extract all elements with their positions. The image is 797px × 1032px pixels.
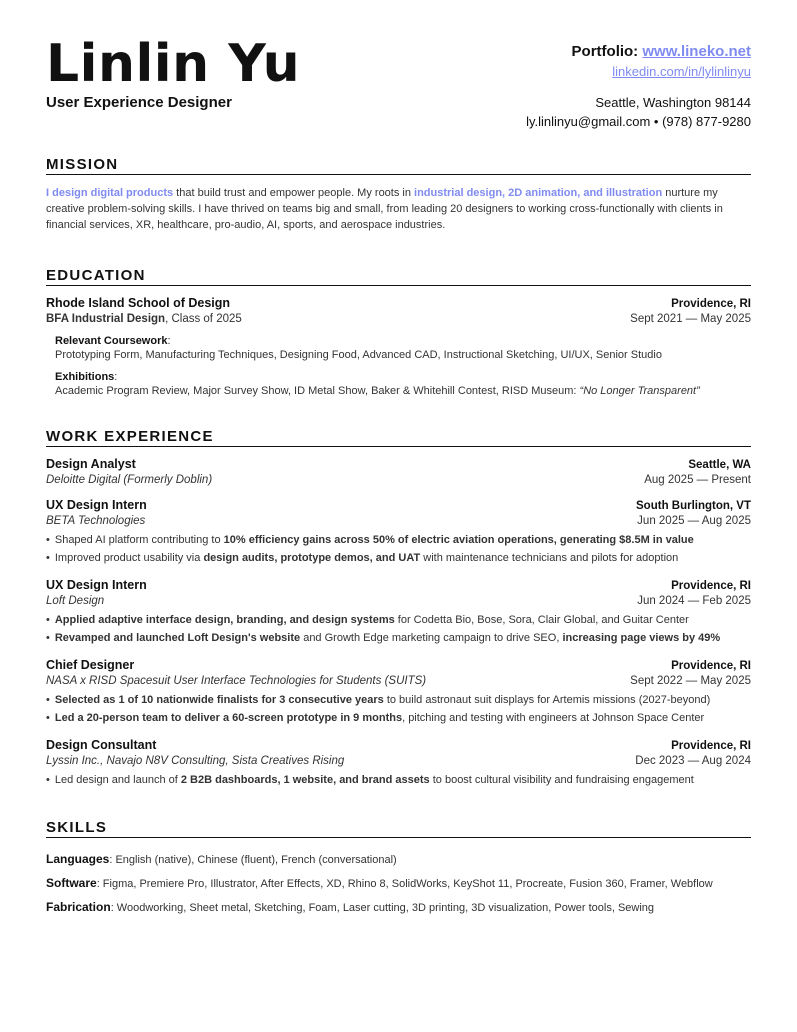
coursework-label: Relevant Coursework <box>55 335 168 347</box>
degree-text: BFA Industrial Design, Class of 2025 <box>46 313 242 325</box>
skills-fabrication: Fabrication: Woodworking, Sheet metal, Sketching, Foam, Laser cutting, 3D printing, 3D visualization, Power tools, Sewing <box>46 900 655 914</box>
school-name: Rhode Island School of Design <box>46 296 231 310</box>
section-title-work: WORK EXPERIENCE <box>46 428 751 447</box>
coursework-text: Prototyping Form, Manufacturing Techniques, Designing Food, Advanced CAD, Instructional Sketching, UI/UX, Senior Studio <box>55 349 662 361</box>
job-company: NASA x RISD Spacesuit User Interface Technologies for Students (SUITS) <box>46 675 427 687</box>
job-entry <box>46 498 751 567</box>
job-entry <box>46 738 751 789</box>
skills-software: Software: Figma, Premiere Pro, Illustrator, After Effects, XD, Rhino 8, SolidWorks, KeyShot 11, Procreate, Fusion 360, Framer, Webflow <box>46 876 713 890</box>
section-title-education: EDUCATION <box>46 267 751 286</box>
job-title: UX Design Intern <box>46 578 147 592</box>
job-entry <box>46 578 751 647</box>
school-location: Providence, RI <box>671 298 751 310</box>
job-location: Providence, RI <box>671 740 751 752</box>
job-location: Seattle, WA <box>688 459 751 471</box>
resume-header <box>46 0 751 140</box>
job-company: BETA Technologies <box>46 515 146 527</box>
education-school-row <box>46 296 751 310</box>
exhibitions-label: Exhibitions <box>55 371 115 383</box>
skills-languages: Languages: English (native), Chinese (fluent), French (conversational) <box>46 852 397 866</box>
portfolio-row <box>526 44 751 59</box>
mission-text: I design digital products that build trust and empower people. My roots in industrial design, 2D animation, and illustration nurture my creative problem-solving skills. I have thrived on teams big and small, from leading 20 designers to working cross-functionally with clients in financial services, XR, healthcare, pro-audio, AI, sports, and aerospace industries. <box>46 187 723 231</box>
job-title: Design Analyst <box>46 457 136 471</box>
job-bullets <box>46 771 751 789</box>
job-location: Providence, RI <box>671 580 751 592</box>
job-company: Deloitte Digital (Formerly Doblin) <box>46 474 213 486</box>
bullet-item: • Selected as 1 of 10 nationwide finalists for 3 consecutive years to build astronaut suit displays for Artemis missions (2027-beyond) <box>46 691 751 709</box>
job-title: Chief Designer <box>46 658 135 672</box>
exhibitions-block: Exhibitions: Academic Program Review, Major Survey Show, ID Metal Show, Baker & Whitehill Contest, RISD Museum: “No Longer Transparent” <box>46 371 751 397</box>
bullet-item: • Applied adaptive interface design, branding, and design systems for Codetta Bio, Bose, Sora, Clair Global, and Guitar Center <box>46 611 751 629</box>
skills-section <box>46 819 751 920</box>
coursework-block: Relevant Coursework: Prototyping Form, Manufacturing Techniques, Designing Food, Advanced CAD, Instructional Sketching, UI/UX, Senior Studio <box>46 335 751 361</box>
bullet-item: • Shaped AI platform contributing to 10% efficiency gains across 50% of electric aviation operations, generating $8.5M in value <box>46 531 751 549</box>
linkedin-row <box>526 65 751 78</box>
job-company: Loft Design <box>46 595 105 607</box>
bullet-item: • Led a 20-person team to deliver a 60-screen prototype in 9 months, pitching and testing with engineers at Johnson Space Center <box>46 709 751 727</box>
work-section <box>46 428 751 789</box>
job-bullets <box>46 531 751 567</box>
candidate-name: Linlin Yu <box>46 34 301 94</box>
job-company: Lyssin Inc., Navajo N8V Consulting, Sista Creatives Rising <box>46 755 345 767</box>
bullet-item: • Led design and launch of 2 B2B dashboards, 1 website, and brand assets to boost cultural visibility and fundraising engagement <box>46 771 751 789</box>
job-location: Providence, RI <box>671 660 751 672</box>
job-location: South Burlington, VT <box>636 500 751 512</box>
job-dates: Dec 2023 — Aug 2024 <box>635 755 751 767</box>
candidate-role: User Experience Designer <box>46 94 232 111</box>
job-dates: Jun 2024 — Feb 2025 <box>637 595 751 607</box>
job-dates: Sept 2022 — May 2025 <box>630 675 751 687</box>
education-section <box>46 267 751 397</box>
mission-section <box>46 156 751 233</box>
bullet-item: • Revamped and launched Loft Design's website and Growth Edge marketing campaign to drive SEO, increasing page views by 49% <box>46 629 751 647</box>
education-dates: Sept 2021 — May 2025 <box>630 313 751 325</box>
job-title: Design Consultant <box>46 738 157 752</box>
job-entry <box>46 658 751 727</box>
job-dates: Jun 2025 — Aug 2025 <box>637 515 751 527</box>
section-title-mission: MISSION <box>46 156 751 175</box>
job-bullets <box>46 611 751 647</box>
job-entry <box>46 457 751 486</box>
job-title: UX Design Intern <box>46 498 147 512</box>
mission-highlight-1: I design digital products <box>46 187 174 199</box>
job-dates: Aug 2025 — Present <box>644 474 751 486</box>
job-bullets <box>46 691 751 727</box>
linkedin-link[interactable]: linkedin.com/in/lylinlinyu <box>612 64 751 79</box>
email-phone-text: ly.linlinyu@gmail.com • (978) 877-9280 <box>526 114 751 129</box>
exhibitions-text: Academic Program Review, Major Survey Show, ID Metal Show, Baker & Whitehill Contest, RISD Museum: “No Longer Transparent” <box>55 385 700 397</box>
section-title-skills: SKILLS <box>46 819 751 838</box>
portfolio-label: Portfolio: <box>571 43 639 60</box>
bullet-item: • Improved product usability via design audits, prototype demos, and UAT with maintenance technicians and pilots for adoption <box>46 549 751 567</box>
contact-block <box>526 44 751 134</box>
portfolio-link[interactable]: www.lineko.net <box>642 43 751 60</box>
education-degree-row <box>46 313 751 325</box>
location-text: Seattle, Washington 98144 <box>595 95 751 110</box>
mission-highlight-2: industrial design, 2D animation, and illustration <box>414 187 663 199</box>
